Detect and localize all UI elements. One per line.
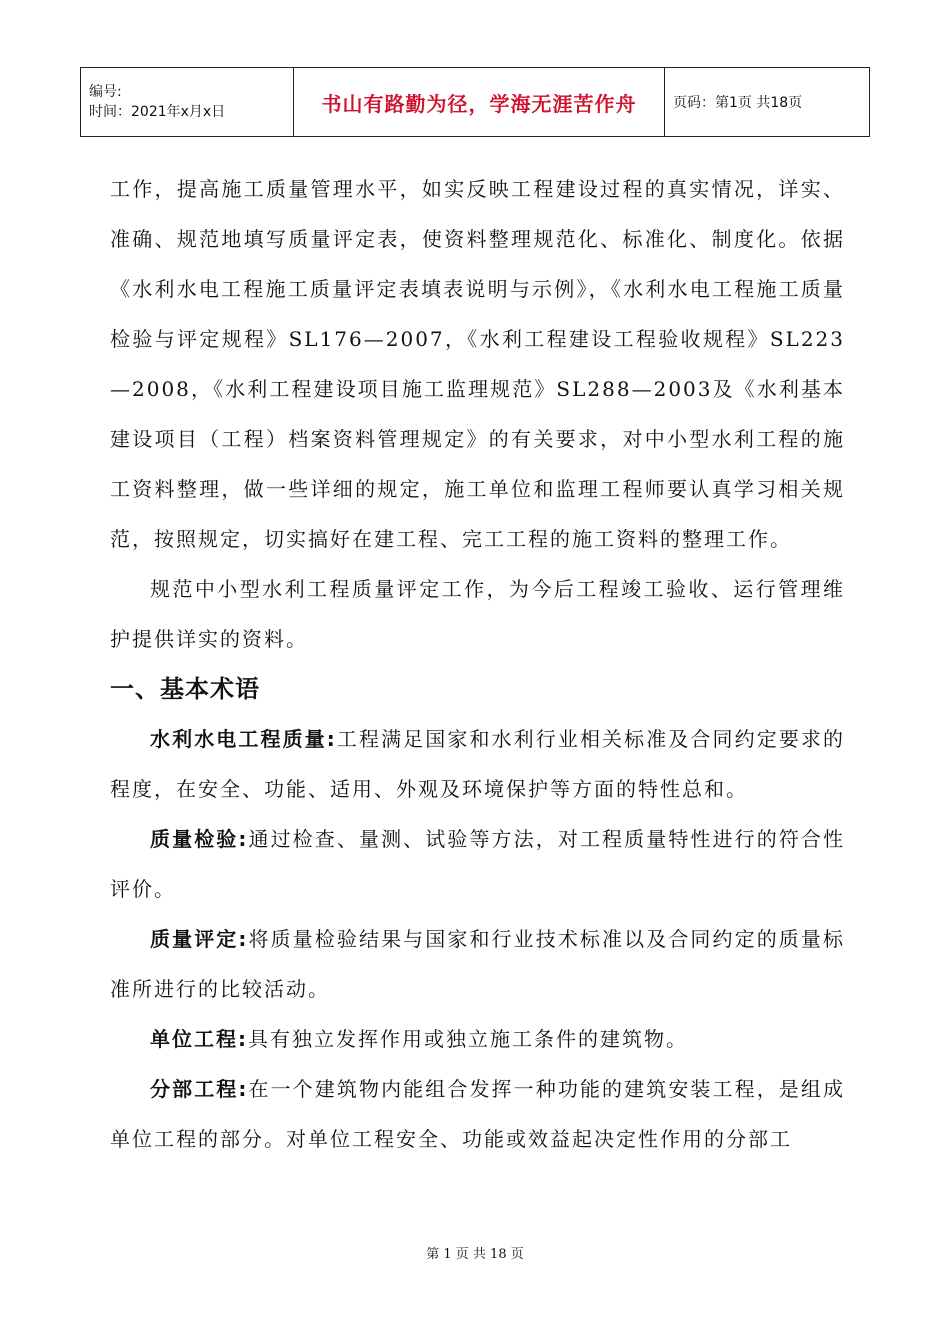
document-date-label: 时间：2021年x月x日: [89, 104, 226, 120]
term-label: 质量检验:: [150, 827, 249, 851]
term-text: 具有独立发挥作用或独立施工条件的建筑物。: [248, 1027, 688, 1051]
term-label: 质量评定:: [150, 927, 249, 951]
paragraph-intro: 工作，提高施工质量管理水平，如实反映工程建设过程的真实情况，详实、准确、规范地填写质量评定表，使资料整理规范化、标准化、制度化。依据《水利水电工程施工质量评定表填表说明与示例》，《水利水电工程施工质量检验与评定规程》SL176—2007，《水利工程建设工程验收规程》SL223—2008，《水利工程建设项目施工监理规范》SL288—2003及《水利基本建设项目（工程）档案资料管理规定》的有关要求，对中小型水利工程的施工资料整理，做一些详细的规定，施工单位和监理工程师要认真学习相关规范，按照规定，切实搞好在建工程、完工工程的施工资料的整理工作。: [110, 177, 845, 551]
term-label: 单位工程:: [150, 1027, 248, 1051]
paragraph-purpose: 规范中小型水利工程质量评定工作，为今后工程竣工验收、运行管理维护提供详实的资料。: [110, 577, 845, 651]
header-meta-cell: [81, 68, 294, 137]
document-body: [110, 164, 845, 1164]
term-definition: [110, 914, 845, 1014]
term-label: 水利水电工程质量:: [150, 727, 337, 751]
term-label: 分部工程:: [150, 1077, 249, 1101]
page-footer: 第 1 页 共 18 页: [426, 1247, 524, 1262]
header-page-info: 页码：第1页 共18页: [665, 68, 870, 137]
section-heading-basic-terms: 一、基本术语: [110, 675, 260, 703]
document-number-label: 编号:: [89, 84, 122, 100]
term-definition: [110, 714, 845, 814]
term-text: 通过检查、量测、试验等方法，对工程质量特性进行的符合性评价。: [110, 827, 846, 901]
term-text: 工程满足国家和水利行业相关标准及合同约定要求的程度，在安全、功能、适用、外观及环境保护等方面的特性总和。: [110, 727, 846, 801]
term-definition: [110, 1064, 845, 1164]
header-motto: 书山有路勤为径，学海无涯苦作舟: [294, 68, 665, 137]
term-text: 将质量检验结果与国家和行业技术标准以及合同约定的质量标准所进行的比较活动。: [110, 927, 846, 1001]
header-table: [80, 67, 870, 137]
term-definition: [110, 1014, 845, 1064]
term-definition: [110, 814, 845, 914]
term-text: 在一个建筑物内能组合发挥一种功能的建筑安装工程，是组成单位工程的部分。对单位工程安全、功能或效益起决定性作用的分部工: [110, 1077, 846, 1151]
